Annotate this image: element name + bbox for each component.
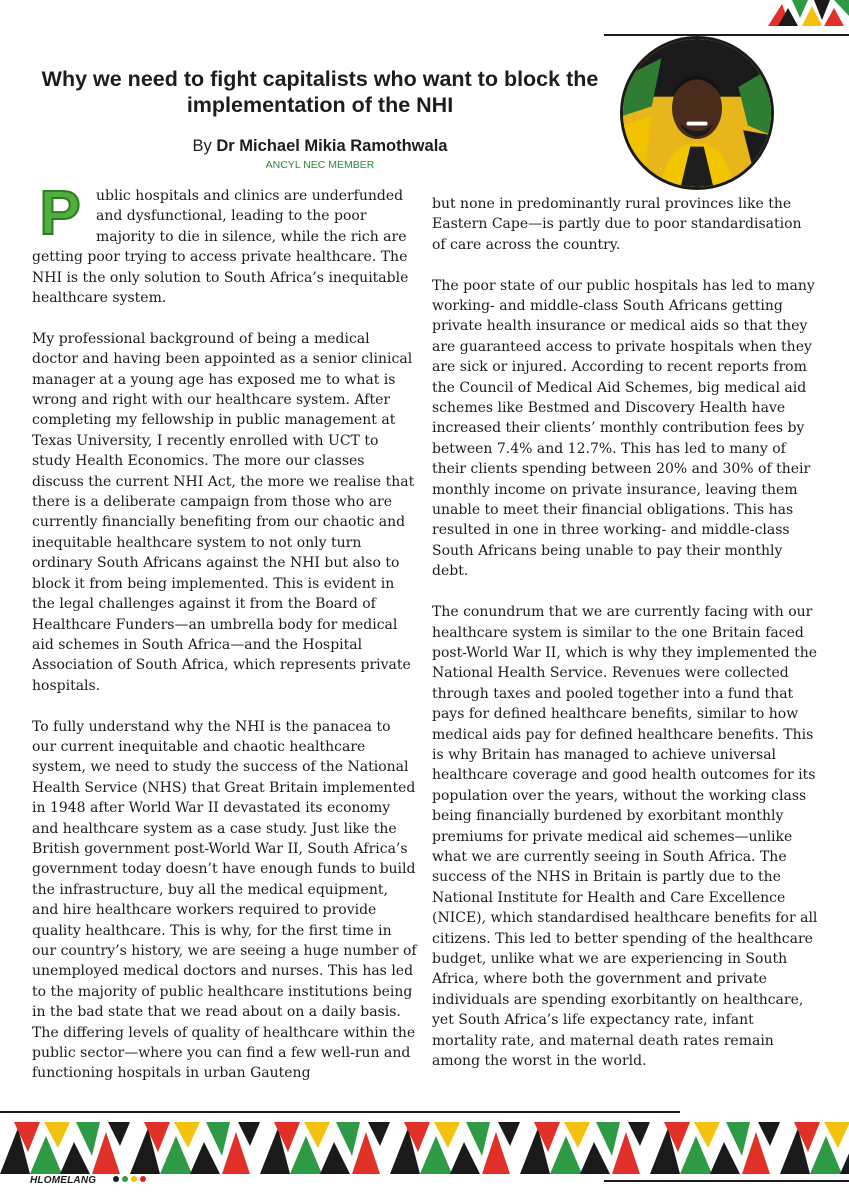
bottom-rule (0, 1111, 680, 1113)
author-name: Dr Michael Mikia Ramothwala (216, 137, 448, 155)
paragraph: To fully understand why the NHI is the panacea to our current inequitable and chaotic healthcare system, we need to study the success of the National Health Service (NHS) that Great Britain implemented in 1948 after World War II devastated its economy and healthcare system as a case study. Just like the British government post-World War II, South Africa’s government today doesn’t have enough funds to build the infrastructure, buy all the medical equipment, and hire healthcare workers required to provide quality healthcare. This is why, for the first time in our country’s history, we are seeing a huge number of unemployed medical doctors and nurses. This has led to the majority of public healthcare institutions being in the bad state that we read about on a daily basis. The differing levels of quality of healthcare within the public sector—where you can find a few well-run and functioning hospitals in urban Gauteng (32, 718, 417, 1082)
paragraph: P ublic hospitals and clinics are underfunded and dysfunctional, leading to the poor majority to die in silence, while the rich are getting poor trying to access private healthcare. The NHI is the only solution to South Africa’s inequitable healthcare system. (32, 179, 409, 307)
publication-name: HLOMELANG (30, 1175, 97, 1186)
byline-prefix: By (192, 137, 212, 155)
paragraph: but none in predominantly rural provinces like the Eastern Cape—is partly due to poor standardisation of care across the country. (432, 196, 802, 253)
paragraph: The conundrum that we are currently facing with our healthcare system is similar to the one Britain faced post-World War II, which is why they implemented the National Health Service. Revenues were collected through taxes and pooled together into a fund that pays for defined healthcare benefits, similar to how medical aids pay for defined healthcare benefits. This is why Britain has managed to achieve universal healthcare coverage and good health outcomes for its population over the years, without the working class being financially burdened by exorbitant monthly premiums for private medical aid schemes—unlike what we are currently seeing in South Africa. The success of the NHS in Britain is partly due to the National Institute for Health and Care Excellence (NICE), which standardised healthcare benefits for all citizens. This led to better spending of the healthcare budget, unlike what we are experiencing in South Africa, where both the government and private individuals are spending exorbitantly on healthcare, yet South Africa’s life expectancy rate, infant mortality rate, and maternal death rates remain among the worst in the world. (432, 604, 818, 1070)
african-pattern-band (0, 1122, 849, 1174)
corner-pattern-decoration (768, 0, 849, 26)
top-rule (604, 34, 849, 36)
byline (40, 137, 600, 156)
paragraph: The poor state of our public hospitals has led to many working- and middle-class South Africans getting private health insurance or medical aids so that they are guaranteed access to private hospitals when they are sick or injured. According to recent reports from the Council of Medical Aid Schemes, big medical aid schemes like Bestmed and Discovery Health have increased their clients’ monthly contribution fees by between 7.4% and 12.7%. This has led to many of their clients spending between 20% and 30% of their monthly income on private insurance, leaving them unable to meet their financial obligations. This has resulted in one in three working- and middle-class South Africans being unable to pay their monthly debt. (432, 277, 815, 580)
footer-dot (140, 1176, 146, 1182)
article-title: Why we need to fight capitalists who want to block the implementation of the NHI (41, 67, 599, 117)
footer-dots (113, 1176, 146, 1182)
article-column-left (32, 179, 418, 1104)
article-column-right (432, 194, 818, 1092)
paragraph: My professional background of being a medical doctor and having been appointed as a senior clinical manager at a young age has exposed me to what is wrong and right with our healthcare system. After completing my fellowship in public management at Texas University, I recently enrolled with UCT to study Health Economics. The more our classes discuss the current NHI Act, the more we realise that there is a deliberate campaign from those who are currently financially benefiting from our chaotic and inequitable healthcare system to not only turn ordinary South Africans against the NHI but also to block it from being implemented. This is evident in the legal challenges against it from the Board of Healthcare Funders—an umbrella body for medical aid schemes in South Africa—and the Hospital Association of South Africa, which represents private hospitals. (32, 330, 415, 694)
dropcap: P (39, 179, 81, 248)
footer-rule (604, 1180, 849, 1182)
footer-dot (131, 1176, 137, 1182)
footer-dot (113, 1176, 119, 1182)
author-role: ANCYL NEC MEMBER (265, 159, 375, 171)
author-portrait (620, 36, 774, 190)
footer-dot (122, 1176, 128, 1182)
